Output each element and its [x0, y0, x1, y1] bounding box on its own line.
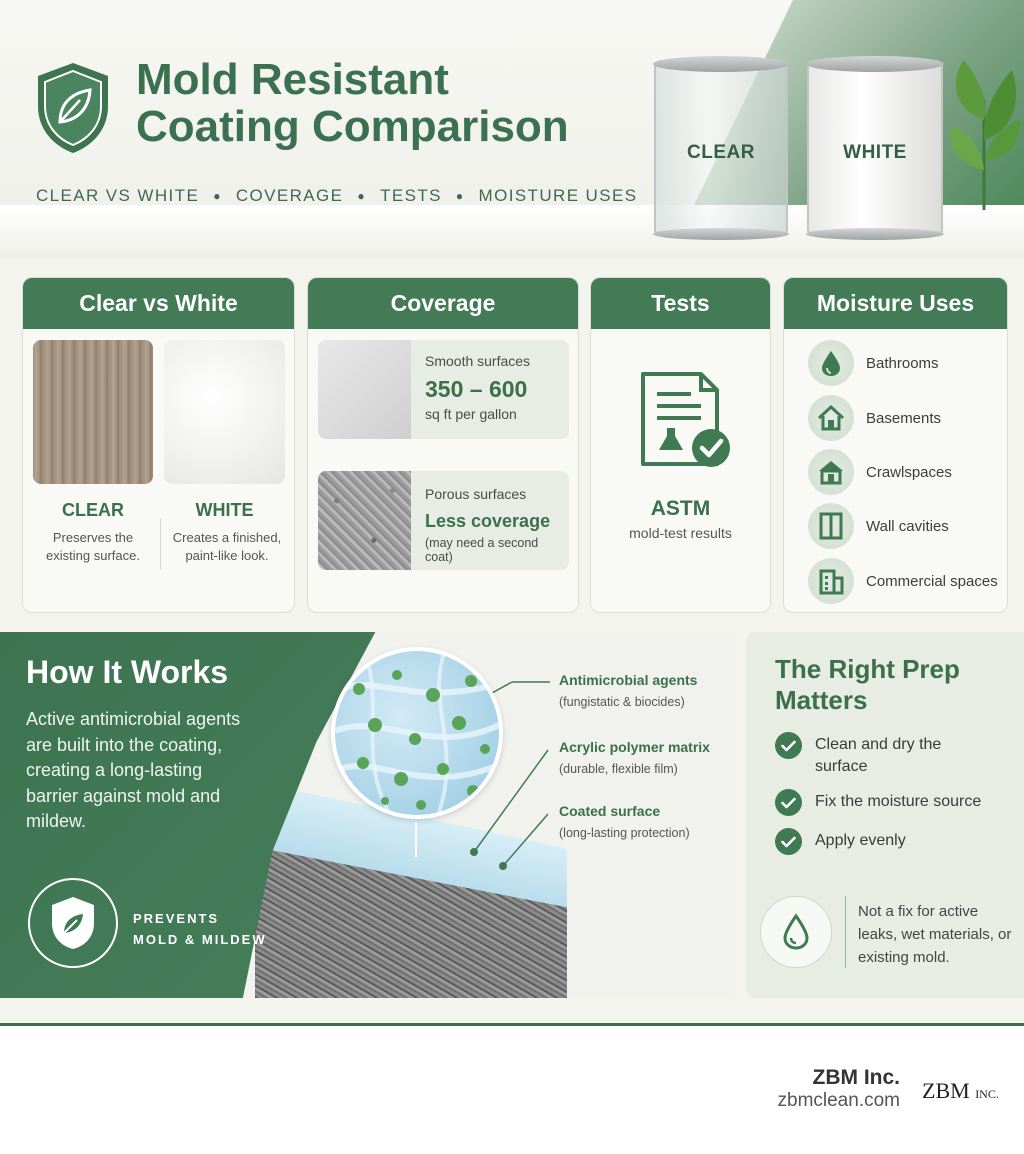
white-paint-can	[807, 60, 943, 236]
list-item	[808, 395, 941, 441]
title-line-1: Mold Resistant	[136, 55, 449, 104]
page-title	[136, 56, 616, 150]
water-drop-icon	[808, 340, 854, 386]
prevents-line-1: PREVENTS	[133, 911, 220, 926]
label-coated-surface: Coated surface	[559, 803, 661, 819]
use-label-wall-cavities: Wall cavities	[866, 517, 949, 535]
building-icon	[808, 558, 854, 604]
subnav-separator: ●	[357, 189, 367, 203]
clear-paint-can	[654, 60, 788, 236]
list-item	[808, 503, 949, 549]
subnav-separator: ●	[455, 189, 465, 203]
prevents-line-2: MOLD & MILDEW	[133, 932, 267, 947]
card-heading: Tests	[591, 278, 770, 329]
brand-logo-suffix: INC.	[975, 1087, 999, 1101]
astm-title: ASTM	[650, 497, 711, 520]
website-link[interactable]: zbmclean.com	[777, 1090, 900, 1111]
wall-icon	[808, 503, 854, 549]
list-item	[808, 449, 952, 495]
check-icon	[775, 828, 802, 855]
check-icon	[775, 789, 802, 816]
smooth-label: Smooth surfaces	[425, 353, 531, 369]
can-rim	[653, 56, 789, 72]
clear-can-label: CLEAR	[687, 142, 755, 163]
shield-leaf-icon	[34, 60, 112, 156]
sub-coated-surface: (long-lasting protection)	[559, 826, 690, 840]
coverage-porous-box	[318, 471, 569, 570]
smooth-surface-swatch	[318, 340, 411, 439]
clear-title: CLEAR	[62, 500, 124, 520]
list-item	[775, 828, 906, 855]
list-item	[808, 558, 998, 604]
astm-subtitle: mold-test results	[629, 525, 732, 541]
house-icon	[808, 395, 854, 441]
subnav-separator: ●	[213, 189, 222, 203]
subnav-item-moisture-uses: MOISTURE USES	[478, 186, 638, 205]
card-moisture-uses	[783, 277, 1008, 613]
prep-note: Not a fix for active leaks, wet materials, or existing mold.	[858, 903, 1012, 966]
wood-surface-swatch	[33, 340, 153, 484]
card-heading: Coverage	[308, 278, 578, 329]
porous-label: Porous surfaces	[425, 486, 527, 502]
card-heading: Clear vs White	[23, 278, 294, 329]
use-label-basements: Basements	[866, 409, 942, 427]
magnified-coating-view	[331, 647, 503, 819]
title-line-2: Coating Comparison	[136, 102, 569, 151]
white-description: Creates a finished, paint-like look.	[172, 530, 282, 563]
use-label-crawlspaces: Crawlspaces	[866, 463, 952, 481]
subnav-item-coverage: COVERAGE	[235, 186, 344, 205]
card-heading: Moisture Uses	[784, 278, 1007, 329]
use-label-bathrooms: Bathrooms	[866, 354, 939, 372]
use-label-commercial-spaces: Commercial spaces	[866, 572, 998, 590]
check-label-apply-evenly: Apply evenly	[815, 832, 906, 849]
white-surface-swatch	[164, 340, 285, 484]
list-item	[775, 732, 1005, 778]
header	[0, 0, 1024, 258]
list-item	[808, 340, 939, 386]
divider	[845, 896, 846, 968]
coverage-smooth-box	[318, 340, 569, 439]
can-rim	[806, 56, 944, 72]
porous-surface-swatch	[318, 471, 411, 570]
porous-value: Less coverage	[425, 511, 551, 531]
check-label-moisture-source: Fix the moisture source	[815, 793, 982, 810]
smooth-unit: sq ft per gallon	[425, 406, 517, 422]
divider	[160, 518, 161, 570]
plant-leaves-icon	[944, 40, 1024, 210]
check-icon	[775, 732, 802, 759]
card-tests	[590, 277, 771, 613]
company-name: ZBM Inc.	[812, 1066, 900, 1089]
label-acrylic-polymer-matrix: Acrylic polymer matrix	[559, 739, 710, 755]
document-flask-check-icon	[639, 370, 735, 472]
prep-section	[746, 632, 1024, 998]
subnav-item-tests: TESTS	[380, 186, 442, 205]
can-rim-bottom	[653, 228, 789, 240]
card-coverage	[307, 277, 579, 613]
how-description: Active antimicrobial agents are built into the coating, creating a long-lasting barrier against mold and mildew.	[26, 709, 241, 831]
water-drop-icon	[760, 896, 832, 968]
list-item	[775, 789, 981, 816]
check-label-clean-dry: Clean and dry the surface	[815, 736, 942, 775]
polymer-matrix-illustration	[335, 651, 503, 819]
can-rim-bottom	[806, 228, 944, 240]
smooth-value: 350 – 600	[425, 376, 528, 402]
house-icon	[808, 449, 854, 495]
sub-antimicrobial-agents: (fungistatic & biocides)	[559, 695, 685, 709]
white-title: WHITE	[195, 500, 254, 520]
porous-note: (may need a second coat)	[425, 536, 539, 564]
brand-logo	[922, 1078, 999, 1104]
subnav-item-clear-vs-white: CLEAR VS WHITE	[36, 186, 200, 205]
prep-title: The Right Prep Matters	[775, 654, 960, 715]
sub-acrylic-polymer-matrix: (durable, flexible film)	[559, 762, 678, 776]
brand-logo-text: ZBM	[922, 1078, 970, 1103]
subnav	[36, 186, 637, 206]
label-antimicrobial-agents: Antimicrobial agents	[559, 672, 698, 688]
white-can-label: WHITE	[843, 142, 907, 163]
how-title: How It Works	[26, 654, 229, 690]
clear-description: Preserves the existing surface.	[46, 530, 140, 563]
card-clear-vs-white	[22, 277, 295, 613]
